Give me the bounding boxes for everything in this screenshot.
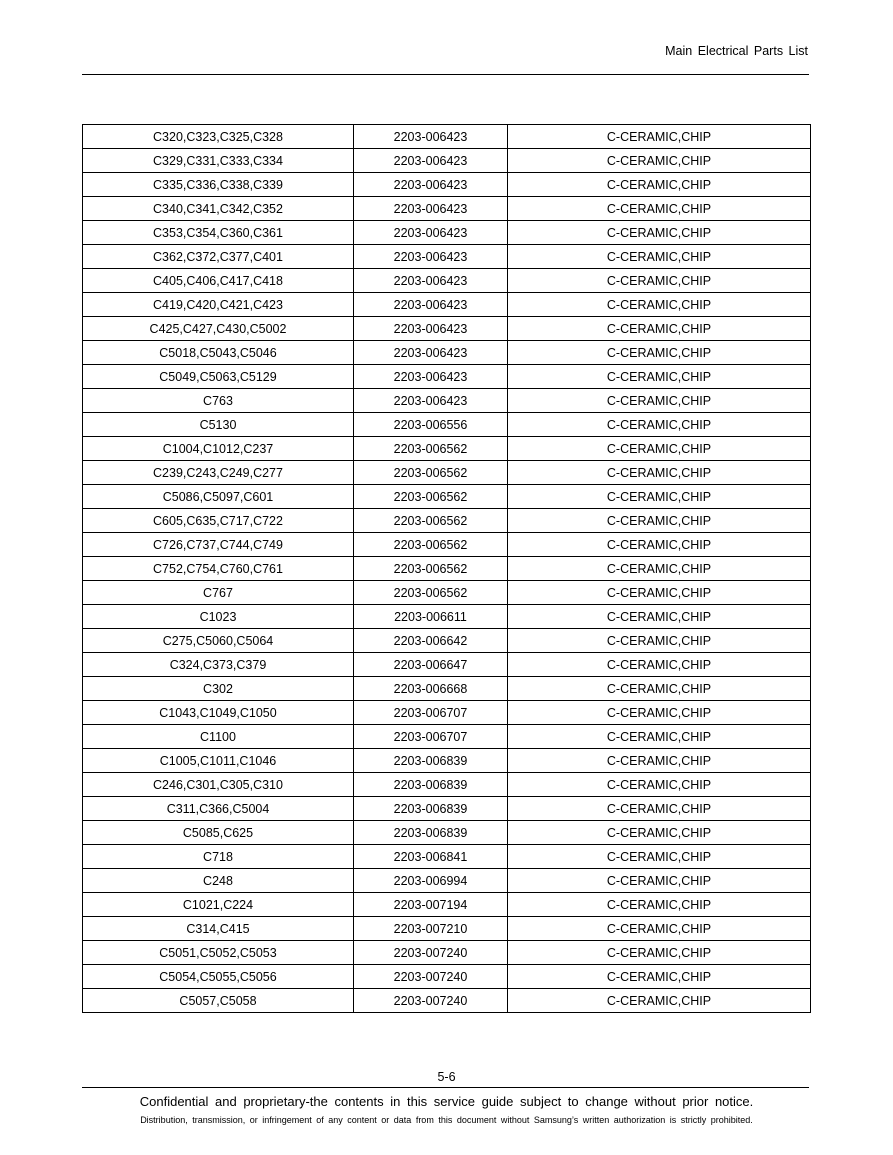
part-number-cell: 2203-007240 <box>354 941 508 965</box>
table-row <box>83 389 811 413</box>
location-cell: C248 <box>83 869 354 893</box>
description-cell: C-CERAMIC,CHIP <box>508 389 811 413</box>
description-cell: C-CERAMIC,CHIP <box>508 677 811 701</box>
table-row <box>83 317 811 341</box>
description-cell: C-CERAMIC,CHIP <box>508 269 811 293</box>
table-row <box>83 821 811 845</box>
location-cell: C335,C336,C338,C339 <box>83 173 354 197</box>
table-row <box>83 365 811 389</box>
table-row <box>83 341 811 365</box>
location-cell: C320,C323,C325,C328 <box>83 125 354 149</box>
part-number-cell: 2203-006562 <box>354 557 508 581</box>
part-number-cell: 2203-006994 <box>354 869 508 893</box>
location-cell: C5130 <box>83 413 354 437</box>
table-row <box>83 221 811 245</box>
table-row <box>83 581 811 605</box>
description-cell: C-CERAMIC,CHIP <box>508 317 811 341</box>
location-cell: C311,C366,C5004 <box>83 797 354 821</box>
location-cell: C314,C415 <box>83 917 354 941</box>
table-row <box>83 701 811 725</box>
location-cell: C302 <box>83 677 354 701</box>
part-number-cell: 2203-006423 <box>354 341 508 365</box>
table-row <box>83 557 811 581</box>
footer-notice: Confidential and proprietary-the contents in this service guide subject to change without prior notice. <box>139 1094 754 1109</box>
part-number-cell: 2203-006562 <box>354 533 508 557</box>
footer-legal: Distribution, transmission, or infringement of any content or data from this document without Samsung’s written authorization is strictly prohibited. <box>140 1115 753 1125</box>
description-cell: C-CERAMIC,CHIP <box>508 245 811 269</box>
page-number: 5-6 <box>437 1070 456 1084</box>
header-divider <box>82 74 809 75</box>
part-number-cell: 2203-006839 <box>354 773 508 797</box>
location-cell: C324,C373,C379 <box>83 653 354 677</box>
location-cell: C405,C406,C417,C418 <box>83 269 354 293</box>
table-row <box>83 869 811 893</box>
part-number-cell: 2203-006707 <box>354 701 508 725</box>
table-row <box>83 917 811 941</box>
description-cell: C-CERAMIC,CHIP <box>508 485 811 509</box>
table-row <box>83 461 811 485</box>
location-cell: C5018,C5043,C5046 <box>83 341 354 365</box>
location-cell: C1100 <box>83 725 354 749</box>
location-cell: C362,C372,C377,C401 <box>83 245 354 269</box>
part-number-cell: 2203-006423 <box>354 389 508 413</box>
location-cell: C1005,C1011,C1046 <box>83 749 354 773</box>
table-row <box>83 629 811 653</box>
table-row <box>83 245 811 269</box>
table-row <box>83 989 811 1013</box>
part-number-cell: 2203-006423 <box>354 173 508 197</box>
description-cell: C-CERAMIC,CHIP <box>508 221 811 245</box>
part-number-cell: 2203-006423 <box>354 317 508 341</box>
description-cell: C-CERAMIC,CHIP <box>508 197 811 221</box>
table-row <box>83 749 811 773</box>
part-number-cell: 2203-007240 <box>354 989 508 1013</box>
location-cell: C726,C737,C744,C749 <box>83 533 354 557</box>
description-cell: C-CERAMIC,CHIP <box>508 533 811 557</box>
description-cell: C-CERAMIC,CHIP <box>508 917 811 941</box>
part-number-cell: 2203-006562 <box>354 485 508 509</box>
location-cell: C5085,C625 <box>83 821 354 845</box>
table-row <box>83 965 811 989</box>
description-cell: C-CERAMIC,CHIP <box>508 725 811 749</box>
part-number-cell: 2203-006839 <box>354 821 508 845</box>
part-number-cell: 2203-006707 <box>354 725 508 749</box>
part-number-cell: 2203-007240 <box>354 965 508 989</box>
part-number-cell: 2203-006839 <box>354 797 508 821</box>
description-cell: C-CERAMIC,CHIP <box>508 125 811 149</box>
location-cell: C5051,C5052,C5053 <box>83 941 354 965</box>
description-cell: C-CERAMIC,CHIP <box>508 797 811 821</box>
location-cell: C1043,C1049,C1050 <box>83 701 354 725</box>
table-row <box>83 941 811 965</box>
part-number-cell: 2203-006423 <box>354 149 508 173</box>
page-header-title: Main Electrical Parts List <box>665 44 808 58</box>
part-number-cell: 2203-006562 <box>354 437 508 461</box>
location-cell: C752,C754,C760,C761 <box>83 557 354 581</box>
description-cell: C-CERAMIC,CHIP <box>508 701 811 725</box>
description-cell: C-CERAMIC,CHIP <box>508 821 811 845</box>
table-row <box>83 269 811 293</box>
table-row <box>83 293 811 317</box>
description-cell: C-CERAMIC,CHIP <box>508 149 811 173</box>
table-row <box>83 773 811 797</box>
table-row <box>83 149 811 173</box>
parts-list-body <box>83 125 811 1013</box>
description-cell: C-CERAMIC,CHIP <box>508 869 811 893</box>
description-cell: C-CERAMIC,CHIP <box>508 749 811 773</box>
part-number-cell: 2203-006611 <box>354 605 508 629</box>
description-cell: C-CERAMIC,CHIP <box>508 629 811 653</box>
part-number-cell: 2203-006423 <box>354 197 508 221</box>
part-number-cell: 2203-006423 <box>354 269 508 293</box>
description-cell: C-CERAMIC,CHIP <box>508 773 811 797</box>
location-cell: C329,C331,C333,C334 <box>83 149 354 173</box>
table-row <box>83 725 811 749</box>
table-row <box>83 485 811 509</box>
location-cell: C239,C243,C249,C277 <box>83 461 354 485</box>
location-cell: C275,C5060,C5064 <box>83 629 354 653</box>
table-row <box>83 653 811 677</box>
part-number-cell: 2203-006423 <box>354 221 508 245</box>
location-cell: C5086,C5097,C601 <box>83 485 354 509</box>
table-row <box>83 533 811 557</box>
parts-list-table <box>82 124 811 1013</box>
description-cell: C-CERAMIC,CHIP <box>508 341 811 365</box>
location-cell: C5049,C5063,C5129 <box>83 365 354 389</box>
table-row <box>83 605 811 629</box>
table-row <box>83 197 811 221</box>
description-cell: C-CERAMIC,CHIP <box>508 437 811 461</box>
location-cell: C718 <box>83 845 354 869</box>
part-number-cell: 2203-006423 <box>354 365 508 389</box>
table-row <box>83 173 811 197</box>
footer-divider <box>82 1087 809 1088</box>
part-number-cell: 2203-007194 <box>354 893 508 917</box>
table-row <box>83 677 811 701</box>
part-number-cell: 2203-006841 <box>354 845 508 869</box>
table-row <box>83 437 811 461</box>
location-cell: C763 <box>83 389 354 413</box>
description-cell: C-CERAMIC,CHIP <box>508 893 811 917</box>
part-number-cell: 2203-006556 <box>354 413 508 437</box>
part-number-cell: 2203-006423 <box>354 125 508 149</box>
description-cell: C-CERAMIC,CHIP <box>508 413 811 437</box>
location-cell: C767 <box>83 581 354 605</box>
part-number-cell: 2203-006562 <box>354 509 508 533</box>
part-number-cell: 2203-006668 <box>354 677 508 701</box>
location-cell: C340,C341,C342,C352 <box>83 197 354 221</box>
location-cell: C1021,C224 <box>83 893 354 917</box>
description-cell: C-CERAMIC,CHIP <box>508 461 811 485</box>
description-cell: C-CERAMIC,CHIP <box>508 605 811 629</box>
part-number-cell: 2203-006562 <box>354 581 508 605</box>
part-number-cell: 2203-006423 <box>354 245 508 269</box>
location-cell: C246,C301,C305,C310 <box>83 773 354 797</box>
description-cell: C-CERAMIC,CHIP <box>508 965 811 989</box>
location-cell: C1023 <box>83 605 354 629</box>
location-cell: C1004,C1012,C237 <box>83 437 354 461</box>
location-cell: C5054,C5055,C5056 <box>83 965 354 989</box>
description-cell: C-CERAMIC,CHIP <box>508 941 811 965</box>
table-row <box>83 413 811 437</box>
part-number-cell: 2203-006839 <box>354 749 508 773</box>
part-number-cell: 2203-006562 <box>354 461 508 485</box>
part-number-cell: 2203-006647 <box>354 653 508 677</box>
description-cell: C-CERAMIC,CHIP <box>508 989 811 1013</box>
part-number-cell: 2203-007210 <box>354 917 508 941</box>
location-cell: C419,C420,C421,C423 <box>83 293 354 317</box>
table-row <box>83 797 811 821</box>
table-row <box>83 509 811 533</box>
description-cell: C-CERAMIC,CHIP <box>508 509 811 533</box>
location-cell: C5057,C5058 <box>83 989 354 1013</box>
table-row <box>83 125 811 149</box>
description-cell: C-CERAMIC,CHIP <box>508 581 811 605</box>
part-number-cell: 2203-006423 <box>354 293 508 317</box>
location-cell: C425,C427,C430,C5002 <box>83 317 354 341</box>
description-cell: C-CERAMIC,CHIP <box>508 653 811 677</box>
location-cell: C353,C354,C360,C361 <box>83 221 354 245</box>
table-row <box>83 845 811 869</box>
table-row <box>83 893 811 917</box>
description-cell: C-CERAMIC,CHIP <box>508 293 811 317</box>
part-number-cell: 2203-006642 <box>354 629 508 653</box>
description-cell: C-CERAMIC,CHIP <box>508 365 811 389</box>
description-cell: C-CERAMIC,CHIP <box>508 173 811 197</box>
description-cell: C-CERAMIC,CHIP <box>508 845 811 869</box>
location-cell: C605,C635,C717,C722 <box>83 509 354 533</box>
description-cell: C-CERAMIC,CHIP <box>508 557 811 581</box>
